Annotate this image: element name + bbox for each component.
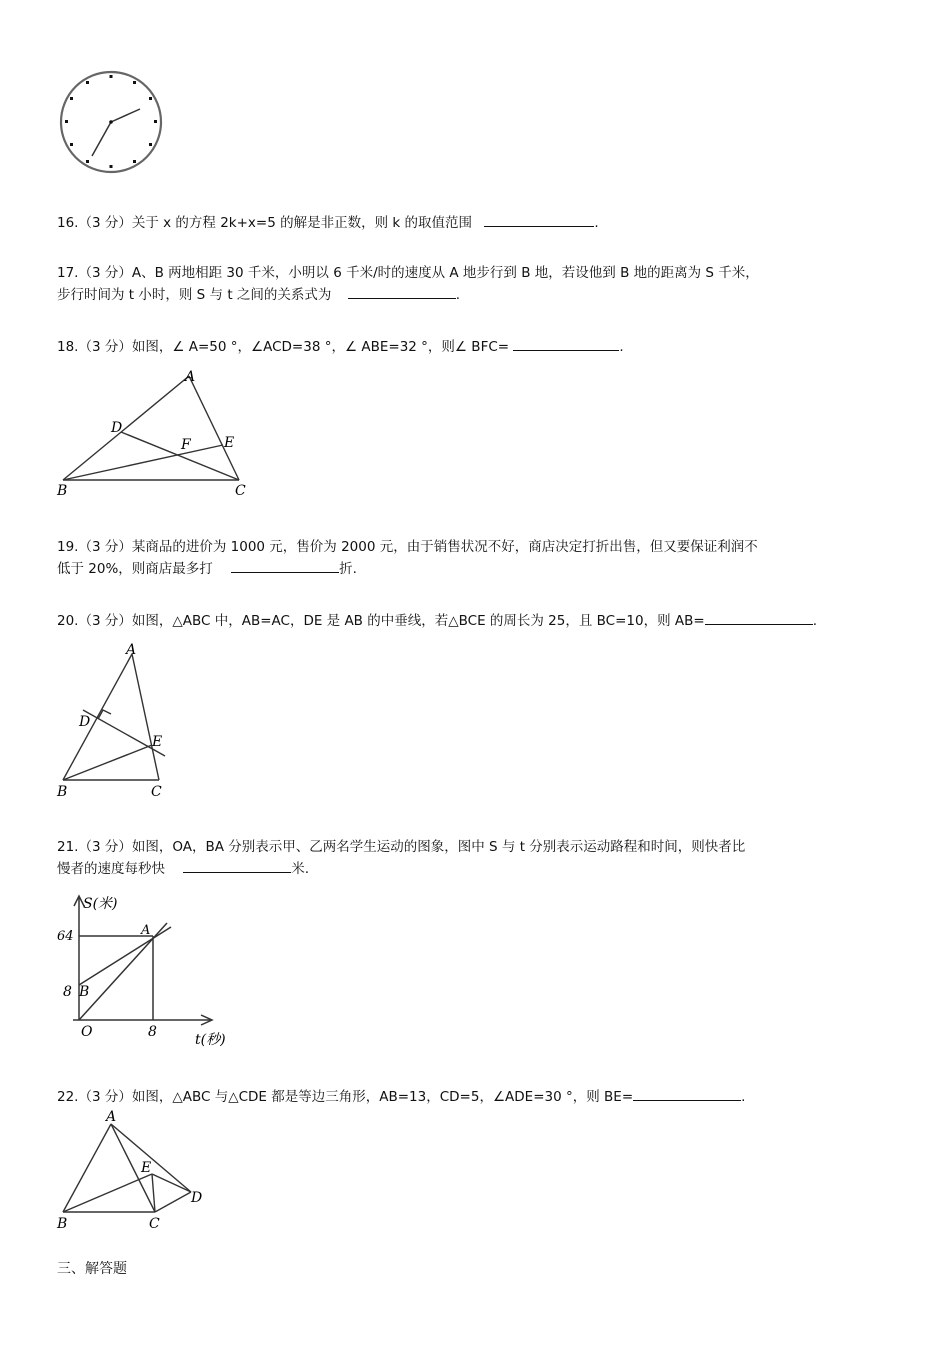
question-22: 22.（3 分）如图，△ABC 与△CDE 都是等边三角形，AB=13，CD=5，∠ADE=30 °，则 BE= . — [57, 1086, 745, 1108]
question-22-text: 22.（3 分）如图，△ABC 与△CDE 都是等边三角形，AB=13，CD=5，∠ADE=30 °，则 BE= — [57, 1089, 634, 1105]
question-16: 16.（3 分）关于 x 的方程 2k+x=5 的解是非正数，则 k 的取值范围 . — [57, 212, 599, 234]
label-A: A — [141, 923, 151, 938]
label-B: B — [57, 483, 68, 499]
label-C: C — [149, 1216, 160, 1232]
x-axis-label: t(秒) — [195, 1032, 226, 1048]
label-F: F — [181, 437, 191, 453]
question-17-line2: 步行时间为 t 小时，则 S 与 t 之间的关系式为 — [57, 287, 332, 303]
origin-label: O — [81, 1024, 93, 1040]
section-title: 三、解答题 — [57, 1261, 127, 1277]
answer-blank-22[interactable] — [633, 1086, 741, 1101]
clock-figure — [55, 68, 170, 182]
label-E: E — [152, 734, 163, 750]
label-A: A — [106, 1109, 117, 1125]
question-19: 19.（3 分）某商品的进价为 1000 元，售价为 2000 元，由于销售状况不好，商店决定打折出售，但又要保证利润不 低于 20%，则商店最多打 折. — [57, 536, 758, 580]
question-18-text: 18.（3 分）如图，∠ A=50 °，∠ACD=38 °，∠ ABE=32 °，则∠ BFC= — [57, 339, 510, 355]
label-B: B — [57, 1216, 68, 1232]
figure-20 — [55, 640, 175, 806]
answer-blank-17[interactable] — [348, 284, 456, 299]
y-tick-8: 8 — [63, 984, 72, 1000]
answer-blank-16[interactable] — [484, 212, 594, 227]
question-18: 18.（3 分）如图，∠ A=50 °，∠ACD=38 °，∠ ABE=32 °，则∠ BFC= . — [57, 336, 624, 358]
answer-blank-18[interactable] — [513, 336, 619, 351]
question-20: 20.（3 分）如图，△ABC 中，AB=AC，DE 是 AB 的中垂线，若△BCE 的周长为 25，且 BC=10，则 AB= . — [57, 610, 817, 632]
figure-18 — [55, 366, 255, 506]
answer-blank-19[interactable] — [231, 558, 339, 573]
question-17-line1: 17.（3 分）A、B 两地相距 30 千米，小明以 6 千米/时的速度从 A 地步行到 B 地，若设他到 B 地的距离为 S 千米， — [57, 265, 759, 281]
label-B: B — [57, 784, 68, 800]
label-A: A — [185, 369, 196, 385]
label-D: D — [79, 714, 91, 730]
label-C: C — [235, 483, 246, 499]
question-20-text: 20.（3 分）如图，△ABC 中，AB=AC，DE 是 AB 的中垂线，若△BCE 的周长为 25，且 BC=10，则 AB= — [57, 613, 705, 629]
figure-21-graph — [55, 890, 245, 1056]
label-D: D — [111, 420, 123, 436]
question-21-line2: 慢者的速度每秒快 — [57, 861, 165, 877]
question-19-line1: 19.（3 分）某商品的进价为 1000 元，售价为 2000 元，由于销售状况不好，商店决定打折出售，但又要保证利润不 — [57, 539, 758, 555]
label-D: D — [191, 1190, 203, 1206]
y-tick-64: 64 — [57, 929, 74, 944]
x-tick-8: 8 — [148, 1024, 157, 1040]
label-E: E — [224, 435, 235, 451]
y-axis-label: S(米) — [83, 896, 118, 912]
label-C: C — [151, 784, 162, 800]
label-A: A — [126, 642, 137, 658]
question-21-line1: 21.（3 分）如图，OA，BA 分别表示甲、乙两名学生运动的图象，图中 S 与 t 分别表示运动路程和时间，则快者比 — [57, 839, 746, 855]
label-E: E — [141, 1160, 152, 1176]
question-21: 21.（3 分）如图，OA，BA 分别表示甲、乙两名学生运动的图象，图中 S 与 t 分别表示运动路程和时间，则快者比 慢者的速度每秒快 米. — [57, 836, 745, 880]
answer-blank-21[interactable] — [183, 858, 291, 873]
question-17: 17.（3 分）A、B 两地相距 30 千米，小明以 6 千米/时的速度从 A 地步行到 B 地，若设他到 B 地的距离为 S 千米， 步行时间为 t 小时，则 S 与 t 之间的关系式为 . — [57, 262, 759, 306]
question-19-line2: 低于 20%，则商店最多打 — [57, 561, 213, 577]
figure-22 — [55, 1106, 215, 1240]
question-16-text: 16.（3 分）关于 x 的方程 2k+x=5 的解是非正数，则 k 的取值范围 — [57, 215, 473, 231]
answer-blank-20[interactable] — [705, 610, 813, 625]
label-B: B — [79, 984, 90, 1000]
